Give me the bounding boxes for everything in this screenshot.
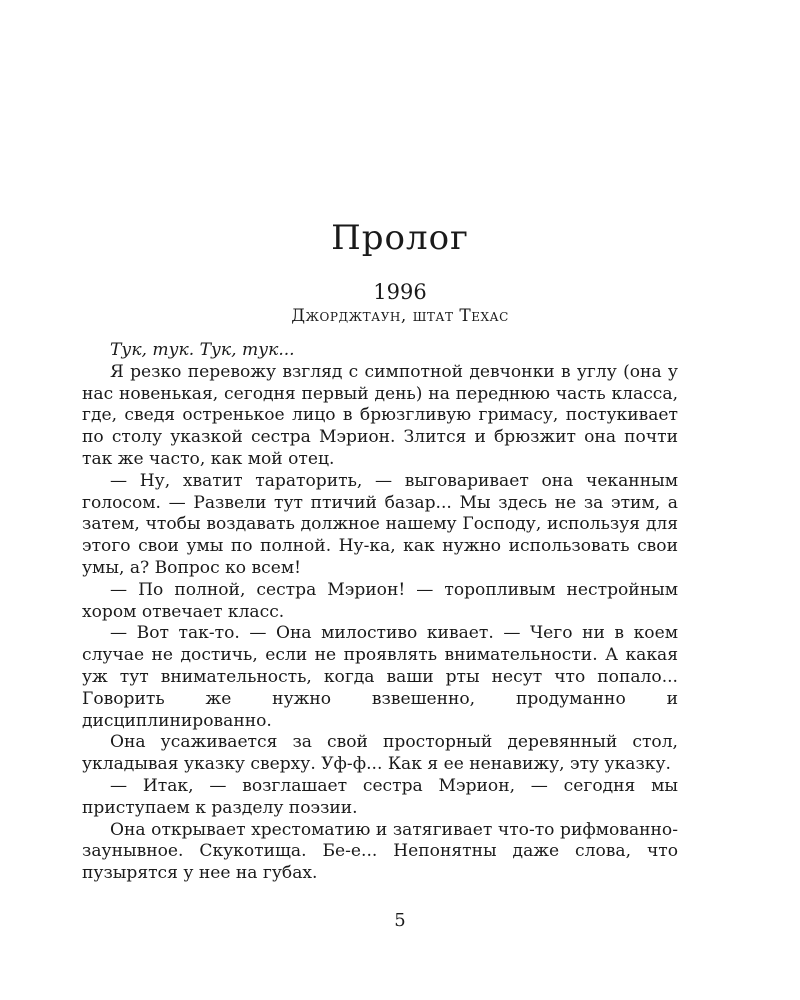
paragraph: — По полной, сестра Мэрион! — торопливым нестройным хором отвечает класс. xyxy=(82,579,678,622)
paragraph: — Ну, хватит тараторить, — выговаривает она чеканным голосом. — Развели тут птичий базар... Мы здесь не за этим, а затем, чтобы воздавать должное нашему Господу, используя для этого свои умы по полной. Ну-ка, как нужно использовать свои умы, а? Вопрос ко всем! xyxy=(82,470,678,578)
paragraph: Она усаживается за свой просторный деревянный стол, укладывая указку сверху. Уф-ф... Как я ее ненавижу, эту указку. xyxy=(82,732,678,775)
paragraph: Тук, тук. Тук, тук... xyxy=(110,340,295,360)
chapter-place: Джорджтаун, штат Техас xyxy=(291,306,509,326)
paragraph: — Вот так-то. — Она милостиво кивает. — Чего ни в коем случае не достичь, если не проявлять внимательности. А какая уж тут внимательность, когда ваши рты несут что попало... Говорить же нужно взвешенно, продуманно и дисциплинированно. xyxy=(82,623,678,731)
paragraph: Я резко перевожу взгляд с симпотной девчонки в углу (она у нас новенькая, сегодня первый день) на переднюю часть класса, где, сведя остренькое лицо в брюзгливую гримасу, постукивает по столу указкой сестра Мэрион. Злится и брюзжит она почти так же часто, как мой отец. xyxy=(82,361,678,469)
page-number: 5 xyxy=(394,910,406,931)
paragraph: — Итак, — возглашает сестра Мэрион, — сегодня мы приступаем к разделу поэзии. xyxy=(82,775,678,818)
chapter-year: 1996 xyxy=(373,280,427,304)
body-text xyxy=(82,340,678,885)
chapter-title: Пролог xyxy=(331,218,469,258)
paragraph: Она открывает хрестоматию и затягивает что-то рифмованно-заунывное. Скукотища. Бе-е... Непонятны даже слова, что пузырятся у нее на губах. xyxy=(82,819,678,884)
